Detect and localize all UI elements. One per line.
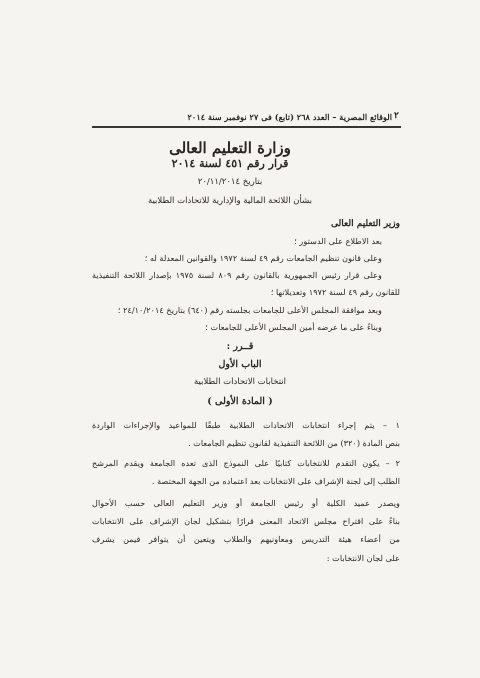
running-header: الوقائع المصرية – العدد ٢٦٨ (تابع) فى ٢٧ نوفمبر سنة ٢٠١٤ bbox=[187, 112, 392, 122]
preamble-line: وعلى قرار رئيس الجمهورية بالقانون رقم ٨٠٩ لسنة ١٩٧٥ بإصدار اللائحة التنفيذية bbox=[92, 270, 382, 280]
page-number: ٢ bbox=[394, 111, 399, 121]
preamble-line: للقانون رقم ٤٩ لسنة ١٩٧٢ وتعديلاتها ؛ bbox=[270, 287, 400, 297]
body-line: بنص المادة (٣٢٠) من اللائحة التنفيذية لقانون تنظيم الجامعات . bbox=[188, 438, 400, 448]
decree-date: بتاريخ ٢٠/١١/٢٠١٤ bbox=[197, 177, 263, 187]
body-line: ١ – يتم إجراء انتخابات الاتحادات الطلابية طبقًا للمواعيد والإجراءات الواردة bbox=[92, 420, 400, 430]
decree-number: قرار رقم ٤٥١ لسنة ٢٠١٤ bbox=[171, 157, 289, 170]
chapter-heading: الباب الأول bbox=[218, 359, 262, 370]
body-line: ٢ – يكون التقدم للانتخابات كتابيًا على النموذج الذى تعده الجامعة ويقدم المرشح bbox=[92, 458, 400, 468]
decree-subject: بشأن اللائحة المالية والإدارية للاتحادات الطلابية bbox=[147, 196, 313, 206]
decides-heading: قــرر : bbox=[226, 341, 254, 352]
preamble-line: وبعد موافقة المجلس الأعلى للجامعات بجلسته رقم (٦٤٠) بتاريخ ٢٤/١٠/٢٠١٤ ؛ bbox=[117, 305, 382, 315]
body-line: على لجان الانتخابات : bbox=[326, 553, 400, 563]
body-line: بناءً على اقتراح مجلس الاتحاد المعنى قرارًا بتشكيل لجان الإشراف على الانتخابات bbox=[92, 516, 400, 526]
article-heading: ( المادة الأولى ) bbox=[207, 396, 273, 407]
preamble-line: وعلى قانون تنظيم الجامعات رقم ٤٩ لسنة ١٩٧٢ والقوانين المعدلة له ؛ bbox=[144, 253, 382, 263]
preamble-line: وبناءً على ما عرضه أمين المجلس الأعلى للجامعات ؛ bbox=[205, 322, 382, 332]
body-line: من أعضاء هيئة التدريس ومعاونيهم والطلاب ويتعين أن يتوافر فيمن يشرف bbox=[92, 534, 400, 544]
body-line: الطلب إلى لجنة الإشراف على الانتخابات بعد اعتماده من الجهة المختصة . bbox=[151, 476, 400, 486]
header-rule bbox=[92, 126, 401, 128]
preamble-line: بعد الاطلاع على الدستور ؛ bbox=[294, 236, 382, 246]
chapter-title: انتخابات الاتحادات الطلابية bbox=[193, 377, 286, 387]
ministry-title: وزارة التعليم العالى bbox=[169, 139, 291, 157]
body-line: ويصدر عميد الكلية أو رئيس الجامعة أو وزير التعليم العالى حسب الأحوال bbox=[92, 498, 400, 508]
minister-heading: وزير التعليم العالى bbox=[331, 219, 400, 229]
